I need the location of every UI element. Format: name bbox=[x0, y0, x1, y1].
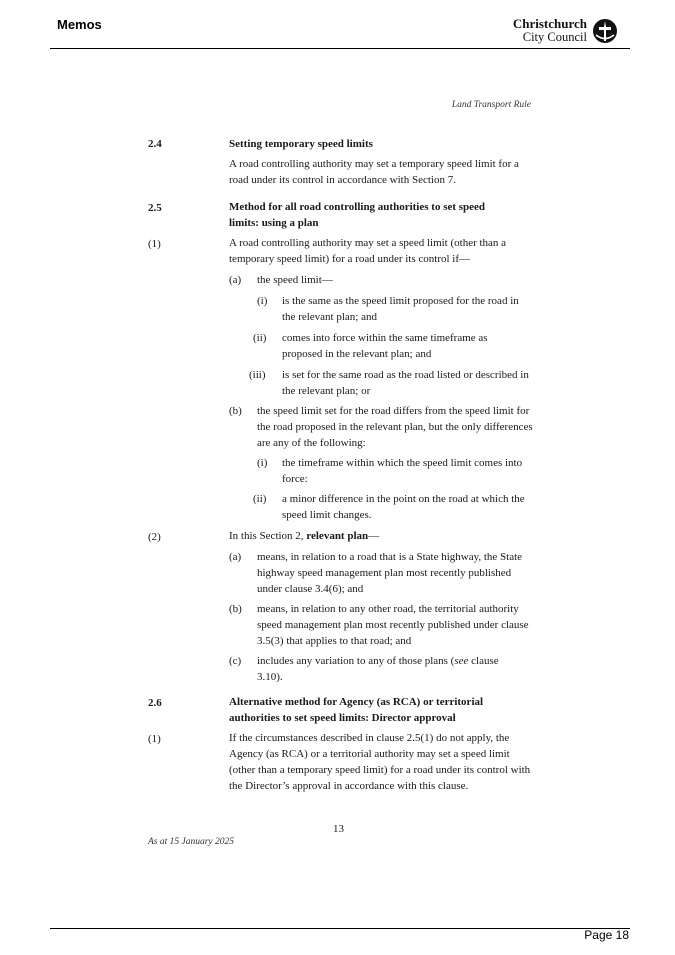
logo-text-line1: Christchurch bbox=[512, 16, 587, 31]
para-text-2-5-2-c: includes any variation to any of those plans (see clause 3.10). bbox=[257, 655, 499, 683]
para-label-2-5-1-a: (a) bbox=[229, 274, 242, 286]
subsection-text-2-5-2: In this Section 2, relevant plan— bbox=[229, 530, 380, 542]
subsection-label-2-5-1: (1) bbox=[148, 238, 161, 250]
subsection-text-2-6-1: If the circumstances described in clause 2.5(1) do not apply, the Agency (as RCA) or a territorial authority may set a speed limit (other than a temporary speed limit) for a road under its control with the Director’s approval in accordance with this clause. bbox=[229, 732, 531, 792]
subpara-text-b-ii: a minor difference in the point on the road at which the speed limit changes. bbox=[282, 493, 525, 521]
para-label-2-5-1-b: (b) bbox=[229, 405, 242, 417]
section-number-2-5: 2.5 bbox=[148, 202, 162, 214]
council-logo bbox=[510, 16, 620, 46]
subsection-label-2-5-2: (2) bbox=[148, 531, 161, 543]
section-heading-2-5: Method for all road controlling authorities to set speed limits: using a plan bbox=[229, 201, 486, 229]
section-heading-2-6: Alternative method for Agency (as RCA) or territorial authorities to set speed limits: Director approval bbox=[229, 696, 484, 724]
para-label-2-5-2-b: (b) bbox=[229, 603, 242, 615]
para-text-2-5-2-b: means, in relation to any other road, the territorial authority speed management plan most recently published under clause 3.5(3) that applies to that road; and bbox=[257, 603, 529, 647]
footer-page-label: Page 18 bbox=[584, 928, 629, 942]
para-label-2-5-2-c: (c) bbox=[229, 655, 242, 667]
logo-text-line2: City Council bbox=[522, 30, 587, 44]
footer-divider bbox=[50, 928, 630, 929]
subpara-label-a-i: (i) bbox=[257, 295, 268, 307]
section-number-2-6: 2.6 bbox=[148, 697, 162, 709]
as-at-date: As at 15 January 2025 bbox=[148, 837, 235, 847]
section-number-2-4: 2.4 bbox=[148, 138, 162, 150]
subsection-text-2-5-1: A road controlling authority may set a speed limit (other than a temporary speed limit) for a road under its control if— bbox=[229, 237, 507, 265]
subpara-label-b-i: (i) bbox=[257, 457, 268, 469]
header-divider bbox=[50, 48, 630, 49]
subpara-text-b-i: the timeframe within which the speed limit comes into force: bbox=[282, 457, 523, 485]
header-title: Memos bbox=[57, 17, 102, 32]
subpara-label-a-iii: (iii) bbox=[249, 369, 266, 381]
running-head: Land Transport Rule bbox=[451, 100, 531, 110]
document-page-number: 13 bbox=[333, 823, 344, 835]
section-heading-2-4: Setting temporary speed limits bbox=[229, 138, 373, 150]
subsection-label-2-6-1: (1) bbox=[148, 733, 161, 745]
subpara-label-b-ii: (ii) bbox=[253, 493, 267, 505]
subpara-text-a-i: is the same as the speed limit proposed for the road in the relevant plan; and bbox=[282, 295, 519, 323]
section-text-2-4: A road controlling authority may set a temporary speed limit for a road under its control in accordance with Section 7. bbox=[229, 158, 519, 186]
para-text-2-5-2-a: means, in relation to a road that is a State highway, the State highway speed management plan most recently published under clause 3.4(6); and bbox=[257, 551, 523, 595]
para-text-2-5-1-a: the speed limit— bbox=[257, 274, 333, 286]
cathedral-logo-icon bbox=[592, 18, 618, 44]
para-text-2-5-1-b: the speed limit set for the road differs from the speed limit for the road proposed in the relevant plan, but the only differences are any of the following: bbox=[257, 405, 533, 449]
subpara-label-a-ii: (ii) bbox=[253, 332, 267, 344]
subpara-text-a-ii: comes into force within the same timeframe as proposed in the relevant plan; and bbox=[282, 332, 488, 360]
para-label-2-5-2-a: (a) bbox=[229, 551, 242, 563]
subpara-text-a-iii: is set for the same road as the road listed or described in the relevant plan; or bbox=[282, 369, 529, 397]
